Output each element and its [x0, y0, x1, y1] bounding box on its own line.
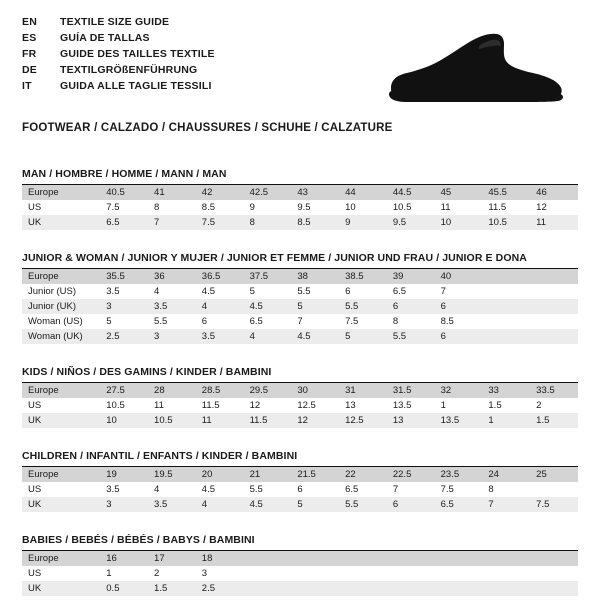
cell: 36.5: [196, 269, 244, 284]
cell: [387, 566, 435, 581]
cell: 40: [435, 269, 483, 284]
cell: [387, 551, 435, 566]
cell: 37.5: [244, 269, 292, 284]
group-man: [22, 168, 578, 230]
cell: [435, 551, 483, 566]
language-row: [22, 64, 215, 80]
group-junior-woman: [22, 252, 578, 344]
row-label: Europe: [22, 269, 100, 284]
cell: 7: [482, 497, 530, 512]
language-row: [22, 80, 215, 96]
cell: 30: [291, 383, 339, 398]
cell: [530, 284, 578, 299]
cell: [291, 551, 339, 566]
table-row: [22, 581, 578, 596]
cell: 4: [154, 484, 160, 495]
language-code: DE: [22, 64, 37, 76]
cell: 8.5: [440, 316, 454, 327]
cell: 11.5: [244, 413, 292, 428]
cell: 4: [196, 299, 244, 314]
cell: [482, 284, 530, 299]
row-label: UK: [22, 581, 100, 596]
cell: 4.5: [291, 329, 339, 344]
cell: 12: [291, 413, 339, 428]
cell: 9.5: [387, 215, 435, 230]
cell: 28.5: [196, 383, 244, 398]
cell: 10.5: [482, 215, 530, 230]
cell: 5: [106, 316, 112, 327]
cell: 6: [387, 497, 435, 512]
cell: [530, 482, 578, 497]
cell: 2: [154, 568, 160, 579]
cell: 5.5: [154, 316, 168, 327]
cell: 9: [249, 202, 255, 213]
cell: [435, 581, 483, 596]
cell: 9: [339, 215, 387, 230]
cell: 27.5: [100, 383, 148, 398]
cell: 7: [297, 316, 303, 327]
size-table-babies: [22, 551, 578, 596]
cell: 12.5: [339, 413, 387, 428]
row-label: US: [28, 484, 42, 495]
footwear-banner: FOOTWEAR / CALZADO / CHAUSSURES / SCHUHE / CALZATURE: [22, 122, 393, 134]
cell: 3.5: [196, 329, 244, 344]
cell: 20: [196, 467, 244, 482]
row-label: Junior (UK): [22, 299, 100, 314]
table-row: [22, 566, 578, 581]
cell: 7: [392, 484, 399, 495]
cell: 31.5: [387, 383, 435, 398]
cell: 11: [196, 413, 244, 428]
cell: 1.5: [488, 400, 502, 411]
row-label: Europe: [22, 383, 100, 398]
cell: 4: [196, 497, 244, 512]
cell: 3.5: [148, 497, 196, 512]
cell: 7.5: [530, 497, 578, 512]
cell: 5: [249, 286, 255, 297]
cell: 19: [100, 467, 148, 482]
cell: [530, 566, 578, 581]
language-title-table: [22, 16, 215, 96]
cell: 24: [482, 467, 530, 482]
row-label: Junior (US): [28, 286, 77, 297]
language-code: EN: [22, 16, 37, 28]
table-row: [22, 398, 578, 413]
cell: 13: [345, 400, 356, 411]
table-row: [22, 299, 578, 314]
table-row: [22, 467, 578, 482]
language-title-body: [22, 16, 215, 96]
cell: 12: [249, 400, 261, 411]
group-title: CHILDREN / INFANTIL / ENFANTS / KINDER / BAMBINI: [22, 450, 578, 467]
group-kids: [22, 366, 578, 428]
cell: 4.5: [244, 299, 292, 314]
cell: 32: [435, 383, 483, 398]
cell: 5: [291, 299, 339, 314]
cell: 36: [148, 269, 196, 284]
group-babies: [22, 534, 578, 596]
table-row: [22, 185, 578, 200]
cell: 7: [440, 286, 446, 297]
cell: 6: [297, 484, 303, 495]
cell: [530, 314, 578, 329]
cell: 3: [201, 568, 208, 579]
cell: 23.5: [435, 467, 483, 482]
cell: [435, 566, 483, 581]
row-label: Woman (US): [28, 316, 83, 327]
cell: 33.5: [530, 383, 578, 398]
cell: 38: [291, 269, 339, 284]
group-children: [22, 450, 578, 512]
cell: [339, 581, 387, 596]
cell: 10.5: [106, 400, 125, 411]
cell: 10.5: [148, 413, 196, 428]
cell: 10: [100, 413, 148, 428]
cell: 12.5: [297, 400, 316, 411]
cell: 22: [339, 467, 387, 482]
table-row: [22, 329, 578, 344]
document-header: [22, 16, 578, 112]
row-label: US: [28, 568, 42, 579]
group-title: BABIES / BEBÉS / BÉBÉS / BABYS / BAMBINI: [22, 534, 578, 551]
row-label: UK: [22, 215, 100, 230]
cell: 21.5: [291, 467, 339, 482]
dress-shoe-icon: [383, 30, 568, 108]
cell: 11: [440, 202, 451, 213]
language-text: GUIDE DES TAILLES TEXTILE: [60, 48, 215, 60]
cell: 28: [148, 383, 196, 398]
cell: [387, 581, 435, 596]
cell: 6.5: [345, 484, 359, 495]
cell: 5.5: [387, 329, 435, 344]
cell: 35.5: [100, 269, 148, 284]
cell: 3.5: [106, 484, 120, 495]
row-label: Europe: [22, 185, 100, 200]
language-code: FR: [22, 48, 37, 60]
cell: 6.5: [249, 316, 263, 327]
cell: 7.5: [196, 215, 244, 230]
cell: [482, 551, 530, 566]
table-row: [22, 269, 578, 284]
cell: [482, 581, 530, 596]
cell: [530, 299, 578, 314]
cell: 3: [100, 299, 148, 314]
cell: 6: [435, 299, 483, 314]
cell: 5.5: [249, 484, 263, 495]
cell: 6: [345, 286, 351, 297]
cell: 16: [100, 551, 148, 566]
cell: 6: [435, 329, 483, 344]
cell: 12: [536, 202, 547, 213]
cell: 3.5: [148, 299, 196, 314]
table-row: [22, 215, 578, 230]
size-table-man: [22, 185, 578, 230]
cell: 5.5: [339, 497, 387, 512]
size-table-children: [22, 467, 578, 512]
cell: [244, 551, 292, 566]
cell: 1: [482, 413, 530, 428]
cell: 6.5: [435, 497, 483, 512]
table-row: [22, 497, 578, 512]
cell: 5.5: [339, 299, 387, 314]
cell: 10.5: [392, 202, 412, 213]
cell: [530, 329, 578, 344]
cell: 29.5: [244, 383, 292, 398]
cell: 8: [244, 215, 292, 230]
cell: 2.5: [196, 581, 244, 596]
cell: 41: [148, 185, 196, 200]
cell: 6.5: [100, 215, 148, 230]
table-row: [22, 314, 578, 329]
cell: 45: [435, 185, 483, 200]
cell: 2: [536, 400, 542, 411]
cell: 10: [345, 202, 356, 213]
cell: 40.5: [100, 185, 148, 200]
cell: 7.5: [106, 202, 120, 213]
cell: 11: [154, 400, 164, 411]
cell: 33: [482, 383, 530, 398]
table-row: [22, 551, 578, 566]
cell: [482, 566, 530, 581]
size-table-kids: [22, 383, 578, 428]
cell: [244, 566, 292, 581]
cell: 25: [530, 467, 578, 482]
cell: 8.5: [291, 215, 339, 230]
row-label: US: [28, 400, 42, 411]
cell: 6: [387, 299, 435, 314]
cell: 31: [339, 383, 387, 398]
language-row: [22, 16, 215, 32]
cell: 4.5: [201, 484, 216, 495]
cell: [530, 269, 578, 284]
cell: 7.5: [440, 484, 454, 495]
cell: 2.5: [100, 329, 148, 344]
table-row: [22, 383, 578, 398]
group-title: KIDS / NIÑOS / DES GAMINS / KINDER / BAMBINI: [22, 366, 578, 383]
cell: 46: [530, 185, 578, 200]
cell: 22.5: [387, 467, 435, 482]
language-row: [22, 32, 215, 48]
cell: [530, 581, 578, 596]
cell: 4: [154, 286, 160, 297]
language-text: TEXTILGRÖßENFÜHRUNG: [60, 64, 198, 76]
cell: 3: [148, 329, 196, 344]
cell: 5: [291, 497, 339, 512]
cell: 6.5: [392, 286, 407, 297]
cell: 13.5: [435, 413, 483, 428]
cell: [244, 581, 292, 596]
group-title: MAN / HOMBRE / HOMME / MANN / MAN: [22, 168, 578, 185]
cell: 11: [530, 215, 578, 230]
row-label: Europe: [22, 551, 100, 566]
cell: [482, 299, 530, 314]
cell: 8: [488, 484, 494, 495]
cell: [482, 314, 530, 329]
cell: 8: [392, 316, 399, 327]
cell: 8.5: [201, 202, 216, 213]
row-label: Woman (UK): [22, 329, 100, 344]
cell: 9.5: [297, 202, 311, 213]
language-code: ES: [22, 32, 37, 44]
cell: 5: [339, 329, 387, 344]
cell: 44: [339, 185, 387, 200]
row-label: US: [28, 202, 42, 213]
cell: 0.5: [100, 581, 148, 596]
row-label: Europe: [22, 467, 100, 482]
cell: 7.5: [345, 316, 359, 327]
cell: 13.5: [392, 400, 412, 411]
language-text: GUÍA DE TALLAS: [60, 32, 150, 44]
cell: 43: [291, 185, 339, 200]
cell: 17: [148, 551, 196, 566]
cell: 4.5: [201, 286, 216, 297]
cell: 19.5: [148, 467, 196, 482]
language-text: GUIDA ALLE TAGLIE TESSILI: [60, 80, 212, 92]
cell: 10: [435, 215, 483, 230]
cell: [339, 551, 387, 566]
language-code: IT: [22, 80, 32, 92]
cell: [339, 566, 387, 581]
size-table-junior-woman: [22, 269, 578, 344]
cell: 8: [154, 202, 160, 213]
cell: 44.5: [387, 185, 435, 200]
language-text: TEXTILE SIZE GUIDE: [60, 16, 170, 28]
cell: 4.5: [244, 497, 292, 512]
cell: [482, 269, 530, 284]
cell: 21: [244, 467, 292, 482]
cell: 4: [244, 329, 292, 344]
cell: 38.5: [339, 269, 387, 284]
cell: [530, 551, 578, 566]
language-row: [22, 48, 215, 64]
cell: 1: [106, 568, 112, 579]
cell: 1.5: [530, 413, 578, 428]
table-row: [22, 413, 578, 428]
table-row: [22, 200, 578, 215]
cell: [291, 566, 339, 581]
cell: 3.5: [106, 286, 120, 297]
cell: 11.5: [488, 202, 507, 213]
cell: [482, 329, 530, 344]
cell: 7: [148, 215, 196, 230]
table-row: [22, 284, 578, 299]
cell: 1.5: [148, 581, 196, 596]
cell: 45.5: [482, 185, 530, 200]
row-label: UK: [22, 413, 100, 428]
cell: 3: [100, 497, 148, 512]
cell: 13: [387, 413, 435, 428]
cell: 18: [196, 551, 244, 566]
row-label: UK: [22, 497, 100, 512]
table-row: [22, 482, 578, 497]
cell: [291, 581, 339, 596]
group-title: JUNIOR & WOMAN / JUNIOR Y MUJER / JUNIOR ET FEMME / JUNIOR UND FRAU / JUNIOR E DONA: [22, 252, 578, 269]
cell: 42.5: [244, 185, 292, 200]
cell: 6: [201, 316, 208, 327]
cell: 39: [387, 269, 435, 284]
cell: 42: [196, 185, 244, 200]
cell: 11.5: [201, 400, 220, 411]
cell: 1: [440, 400, 446, 411]
cell: 5.5: [297, 286, 311, 297]
